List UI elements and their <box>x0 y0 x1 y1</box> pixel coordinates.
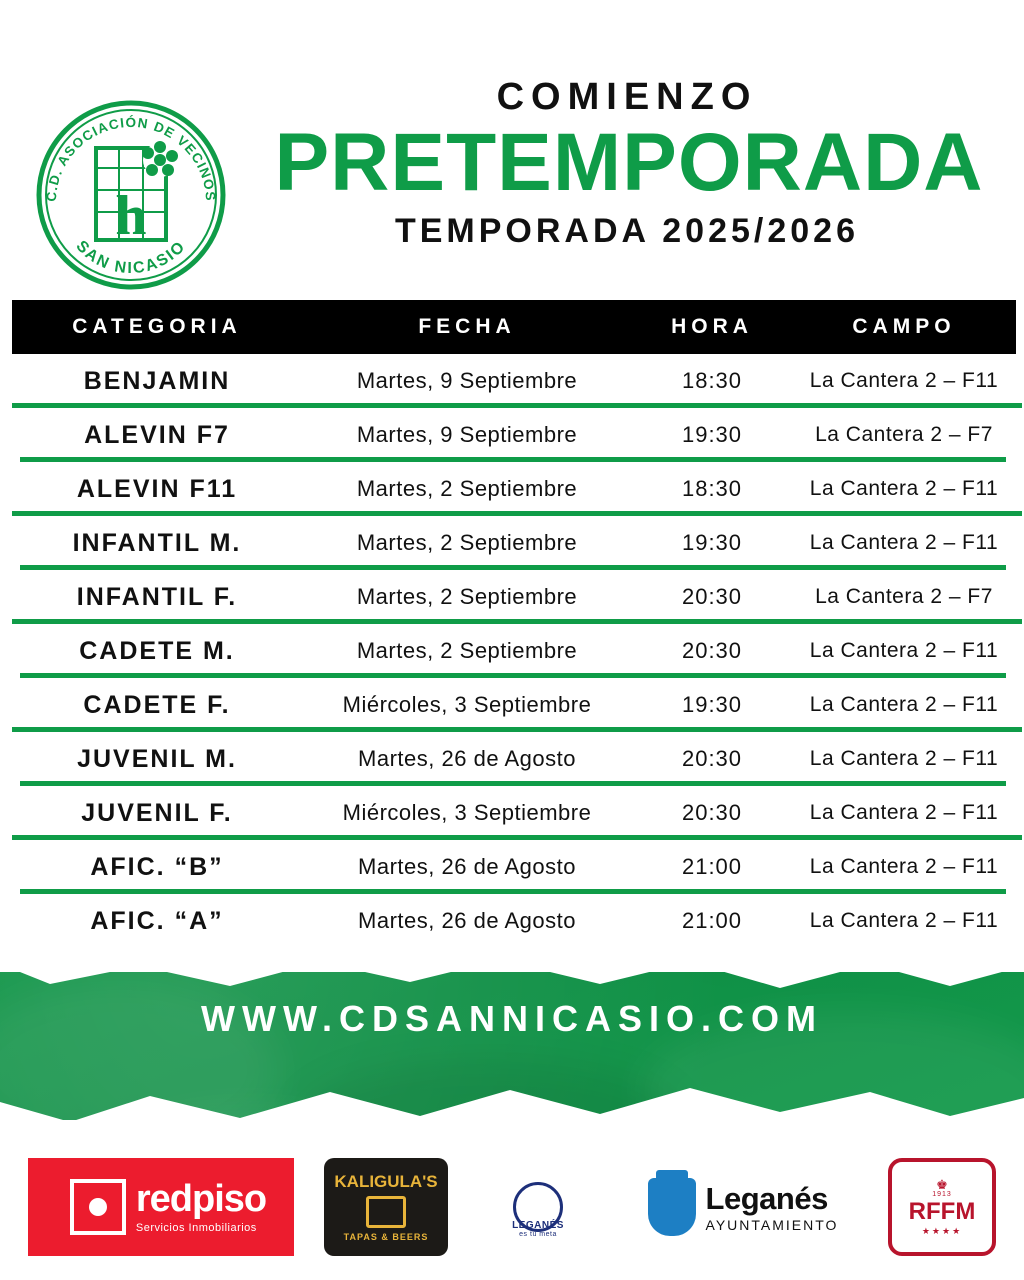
svg-text:C.D. ASOCIACIÓN DE VECINOS: C.D. ASOCIACIÓN DE VECINOS <box>43 114 219 203</box>
cell-hora: 21:00 <box>681 908 743 933</box>
page-title: PRETEMPORADA <box>274 117 984 208</box>
schedule-table <box>12 300 1016 948</box>
torn-edge-sponsors <box>0 1078 1024 1134</box>
ayuntamiento-name: Leganés <box>705 1180 828 1216</box>
cell-hora: 18:30 <box>681 368 743 393</box>
cell-categoria: CADETE F. <box>83 690 231 719</box>
cell-hora: 20:30 <box>681 800 743 825</box>
sponsor-logos <box>0 1152 1024 1262</box>
cell-campo: La Cantera 2 – F11 <box>809 693 999 716</box>
column-header-campo: CAMPO <box>852 315 956 338</box>
cell-campo: La Cantera 2 – F11 <box>809 801 999 824</box>
table-row <box>12 786 1016 840</box>
header-season: TEMPORADA 2025/2026 <box>394 212 859 250</box>
ayuntamiento-subtitle: AYUNTAMIENTO <box>705 1216 839 1233</box>
cell-hora: 20:30 <box>681 638 743 663</box>
crown-icon: ♚ <box>936 1176 948 1192</box>
cell-campo: La Cantera 2 – F11 <box>809 855 999 878</box>
cell-campo: La Cantera 2 – F11 <box>809 909 999 932</box>
table-row <box>12 624 1016 678</box>
crest-monogram: h <box>115 185 147 247</box>
cell-fecha: Miércoles, 3 Septiembre <box>342 800 592 825</box>
cell-fecha: Martes, 2 Septiembre <box>356 476 578 501</box>
cell-categoria: AFIC. “A” <box>90 906 224 935</box>
sponsor-leganes-es-tu-meta[interactable] <box>478 1158 598 1256</box>
cell-hora: 18:30 <box>681 476 743 501</box>
cell-categoria: AFIC. “B” <box>90 852 224 881</box>
cell-hora: 20:30 <box>681 746 743 771</box>
cell-categoria: ALEVIN F11 <box>76 474 238 503</box>
cell-fecha: Martes, 26 de Agosto <box>358 854 576 879</box>
club-crest <box>34 98 228 292</box>
cell-campo: La Cantera 2 – F11 <box>809 477 999 500</box>
stars-icon: ★★★★ <box>921 1225 963 1236</box>
cell-fecha: Martes, 2 Septiembre <box>356 530 578 555</box>
table-row <box>12 354 1016 408</box>
redpiso-name: redpiso <box>135 1178 267 1220</box>
table-row <box>12 570 1016 624</box>
cell-hora: 19:30 <box>681 692 743 717</box>
cell-categoria: INFANTIL F. <box>76 582 238 611</box>
cell-hora: 19:30 <box>681 530 743 555</box>
table-row <box>12 894 1016 948</box>
beer-mug-icon <box>366 1196 406 1228</box>
cell-categoria: JUVENIL M. <box>77 744 237 773</box>
column-header-fecha: FECHA <box>418 315 516 338</box>
cell-fecha: Martes, 26 de Agosto <box>358 746 576 771</box>
cell-fecha: Miércoles, 3 Septiembre <box>342 692 592 717</box>
cell-hora: 19:30 <box>681 422 743 447</box>
table-row <box>12 462 1016 516</box>
table-row <box>12 840 1016 894</box>
cell-campo: La Cantera 2 – F11 <box>809 369 999 392</box>
cell-hora: 20:30 <box>681 584 743 609</box>
table-header-row <box>12 300 1016 354</box>
cell-campo: La Cantera 2 – F11 <box>809 639 999 662</box>
table-row <box>12 678 1016 732</box>
cell-campo: La Cantera 2 – F11 <box>809 747 999 770</box>
table-row <box>12 516 1016 570</box>
table-row <box>12 408 1016 462</box>
poster-header <box>232 78 1022 248</box>
sponsor-ayuntamiento-leganes[interactable] <box>628 1158 858 1256</box>
cell-categoria: ALEVIN F7 <box>84 420 230 449</box>
column-header-categoria: CATEGORIA <box>72 315 242 338</box>
kaligulas-subtitle: TAPAS & BEERS <box>343 1232 429 1242</box>
kaligulas-name: KALIGULA'S <box>334 1172 438 1191</box>
cell-fecha: Martes, 9 Septiembre <box>356 368 578 393</box>
redpiso-mark-icon <box>70 1179 126 1235</box>
cell-hora: 21:00 <box>681 854 743 879</box>
cell-fecha: Martes, 2 Septiembre <box>356 584 578 609</box>
cell-categoria: INFANTIL M. <box>72 528 242 557</box>
cell-fecha: Martes, 26 de Agosto <box>358 908 576 933</box>
cell-campo: La Cantera 2 – F7 <box>815 585 993 608</box>
sponsor-redpiso[interactable] <box>28 1158 294 1256</box>
sponsor-kaligulas[interactable] <box>324 1158 448 1256</box>
cell-campo: La Cantera 2 – F11 <box>809 531 999 554</box>
table-row <box>12 732 1016 786</box>
sponsor-rffm[interactable] <box>888 1158 996 1256</box>
cell-fecha: Martes, 2 Septiembre <box>356 638 578 663</box>
rffm-year: 1913 <box>932 1190 952 1198</box>
leganes-meta-subtitle: es tu meta <box>519 1231 557 1238</box>
column-header-hora: HORA <box>671 315 753 338</box>
cell-categoria: CADETE M. <box>79 636 235 665</box>
cell-campo: La Cantera 2 – F7 <box>815 423 993 446</box>
cell-categoria: JUVENIL F. <box>81 798 233 827</box>
leganes-meta-name: LEGANÉS <box>512 1220 564 1231</box>
rffm-name: RFFM <box>908 1197 976 1225</box>
cell-fecha: Martes, 9 Septiembre <box>356 422 578 447</box>
crest-svg <box>34 98 228 292</box>
header-kicker: COMIENZO <box>496 76 758 118</box>
svg-text:SAN NICASIO: SAN NICASIO <box>72 237 190 278</box>
redpiso-subtitle: Servicios Inmobiliarios <box>135 1222 257 1234</box>
coat-of-arms-icon <box>648 1178 696 1236</box>
website-url[interactable]: WWW.CDSANNICASIO.COM <box>201 998 823 1039</box>
cell-categoria: BENJAMIN <box>83 366 231 395</box>
